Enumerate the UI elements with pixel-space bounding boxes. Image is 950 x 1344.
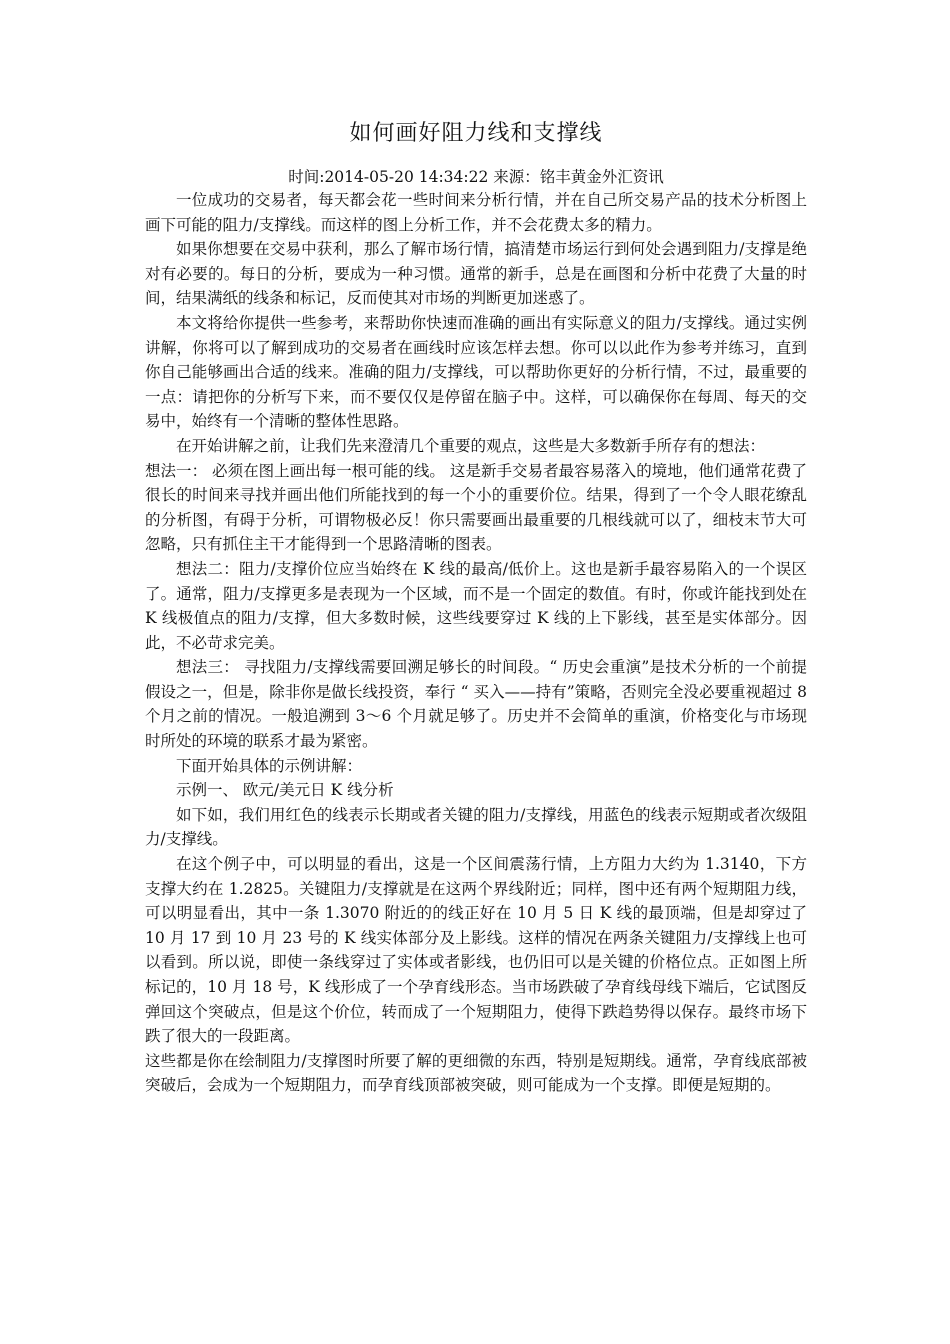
document-body (145, 188, 807, 1098)
paragraph: 如果你想要在交易中获利，那么了解市场行情，搞清楚市场运行到何处会遇到阻力/支撑是绝对有必要的。每日的分析，要成为一种习惯。通常的新手，总是在画图和分析中花费了大量的时间，结果满纸的线条和标记，反而使其对市场的判断更加迷惑了。 (145, 240, 807, 308)
paragraph: 在开始讲解之前，让我们先来澄清几个重要的观点，这些是大多数新手所存有的想法： (176, 436, 766, 455)
paragraph: 示例一、 欧元/美元日 K 线分析 (176, 781, 394, 800)
paragraph: 想法一： 必须在图上画出每一根可能的线。 这是新手交易者最容易落入的境地，他们通常花费了很长的时间来寻找并画出他们所能找到的每一个小的重要价位。结果，得到了一个令人眼花缭乱的分析图，有碍于分析，可谓物极必反！你只需要画出最重要的几根线就可以了，细枝末节大可忽略，只有抓住主干才能得到一个思路清晰的图表。 (145, 461, 807, 554)
paragraph: 在这个例子中，可以明显的看出，这是一个区间震荡行情，上方阻力大约为 1.3140，下方支撑大约在 1.2825。关键阻力/支撑就是在这两个界线附近；同样，图中还有两个短期阻力线，可以明显看出，其中一条 1.3070 附近的的线正好在 10 月 5 日 K 线的最顶端，但是却穿过了 10 月 17 到 10 月 23 号的 K 线实体部分及上影线。这样的情况在两条关键阻力/支撑线上也可以看到。所以说，即使一条线穿过了实体或者影线，也仍旧可以是关键的价格位点。正如图上所标记的，10 月 18 号，K 线形成了一个孕育线形态。当市场跌破了孕育线母线下端后，它试图反弹回这个突破点，但是这个价位，转而成了一个短期阻力，使得下跌趋势得以保存。最终市场下跌了很大的一段距离。 (145, 855, 807, 1046)
paragraph: 想法二：阻力/支撑价位应当始终在 K 线的最高/低价上。这也是新手最容易陷入的一个误区了。通常，阻力/支撑更多是表现为一个区域，而不是一个固定的数值。有时，你或许能找到处在 K 线极值点的阻力/支撑，但大多数时候，这些线要穿过 K 线的上下影线，甚至是实体部分。因此，不必苛求完美。 (145, 559, 807, 652)
paragraph: 如下如，我们用红色的线表示长期或者关键的阻力/支撑线，用蓝色的线表示短期或者次级阻力/支撑线。 (145, 805, 807, 849)
document-meta: 时间:2014-05-20 14:34:22 来源：铭丰黄金外汇资讯 (288, 168, 664, 186)
paragraph: 这些都是你在绘制阻力/支撑图时所要了解的更细微的东西，特别是短期线。通常，孕育线底部被突破后，会成为一个短期阻力，而孕育线顶部被突破，则可能成为一个支撑。即便是短期的。 (145, 1051, 807, 1095)
document-title: 如何画好阻力线和支撑线 (349, 121, 603, 146)
paragraph: 下面开始具体的示例讲解： (176, 756, 363, 775)
document-page (145, 0, 807, 1098)
paragraph: 一位成功的交易者，每天都会花一些时间来分析行情，并在自己所交易产品的技术分析图上画下可能的阻力/支撑线。而这样的图上分析工作，并不会花费太多的精力。 (145, 191, 807, 234)
paragraph: 想法三： 寻找阻力/支撑线需要回溯足够长的时间段。“ 历史会重演”是技术分析的一个前提假设之一，但是，除非你是做长线投资，奉行 “ 买入——持有”策略，否则完全没必要重视超过 8 个月之前的情况。一般追溯到 3～6 个月就足够了。历史并不会简单的重演，价格变化与市场现时所处的环境的联系才最为紧密。 (145, 658, 807, 751)
paragraph: 本文将给你提供一些参考，来帮助你快速而准确的画出有实际意义的阻力/支撑线。通过实例讲解，你将可以了解到成功的交易者在画线时应该怎样去想。你可以以此作为参考并练习，直到你自己能够画出合适的线来。准确的阻力/支撑线，可以帮助你更好的分析行情，不过，最重要的一点：请把你的分析写下来，而不要仅仅是停留在脑子中。这样，可以确保你在每周、每天的交易中，始终有一个清晰的整体性思路。 (145, 313, 807, 431)
